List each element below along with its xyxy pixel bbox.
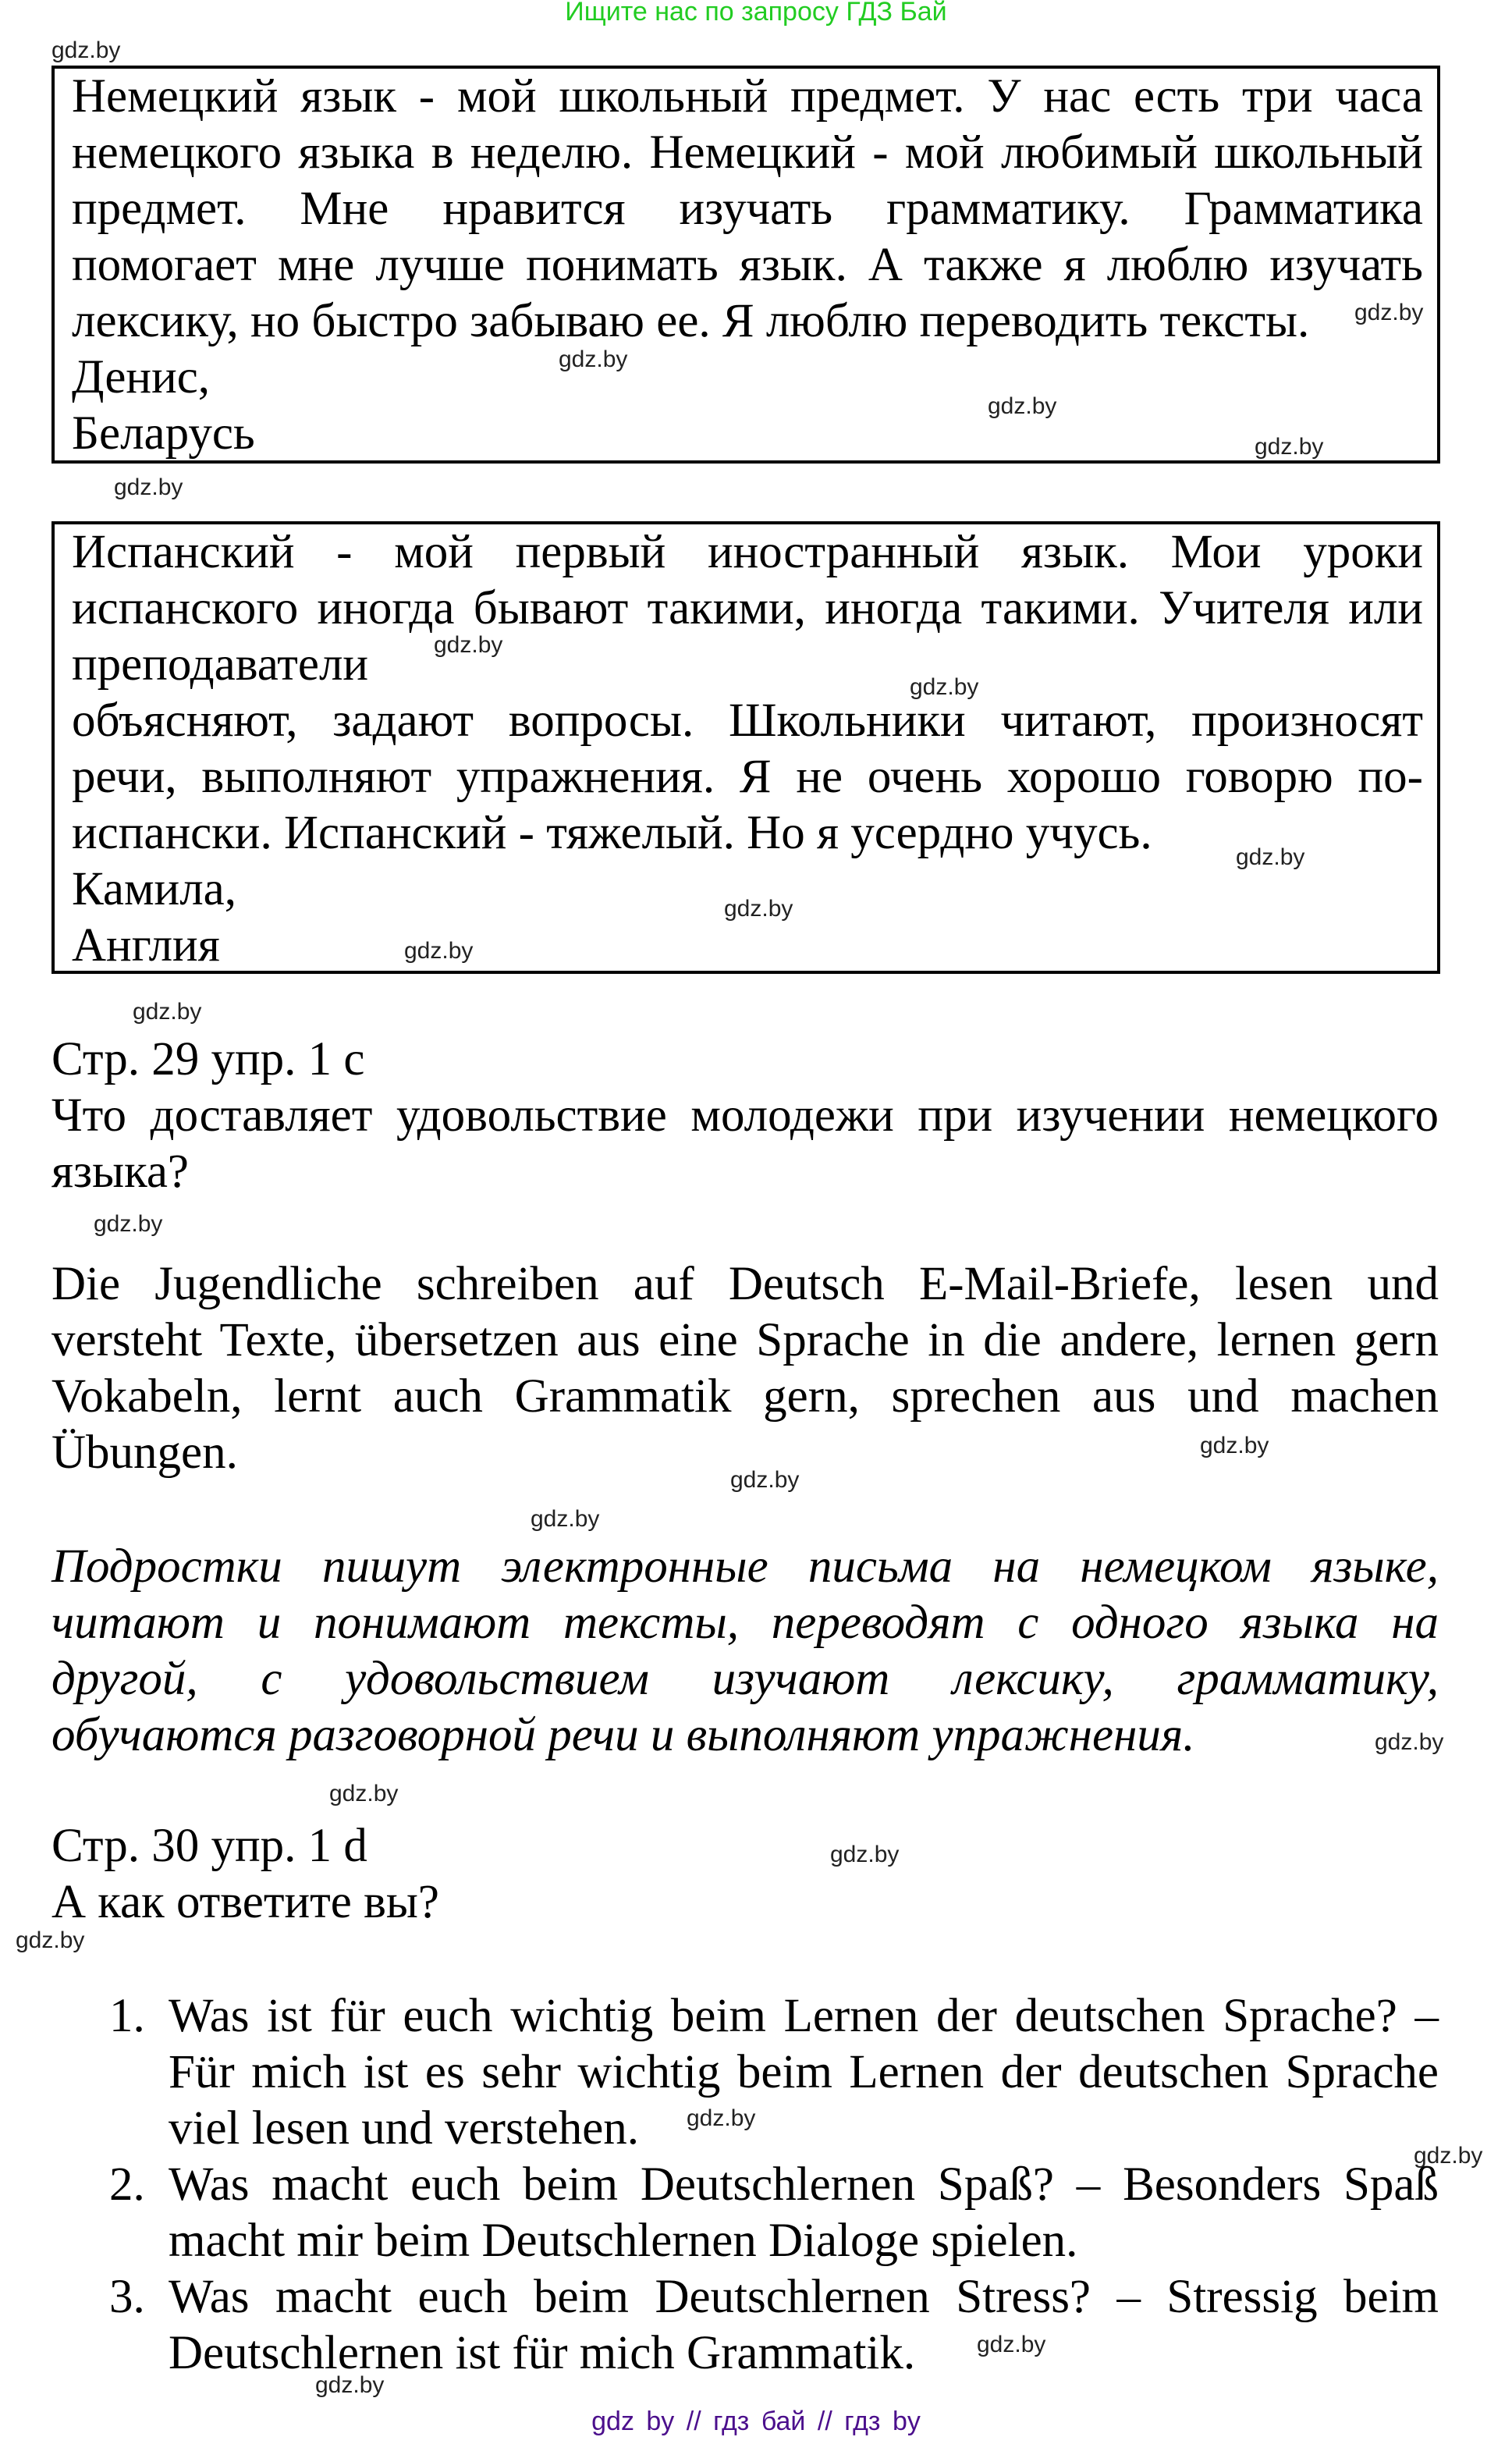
watermark: gdz.by <box>434 632 503 658</box>
watermark: gdz.by <box>687 2105 756 2131</box>
watermark: gdz.by <box>1236 844 1305 870</box>
text-line: читают и понимают тексты, переводят с одного языка на <box>51 1597 1439 1649</box>
list-number: 3. <box>109 2271 145 2323</box>
quote-text-camila <box>72 524 1423 974</box>
author-country: Беларусь <box>72 407 255 460</box>
answer-russian <box>51 1539 1439 1764</box>
text-line: Подростки пишут электронные письма на немецком языке, <box>51 1540 1439 1593</box>
quote-text-denis <box>72 69 1423 462</box>
watermark: gdz.by <box>133 999 202 1025</box>
text-line: Was ist für euch wichtig beim Lernen der deutschen Sprache? – <box>169 1990 1439 2042</box>
text-line: macht mir beim Deutschlernen Dialoge spielen. <box>169 2215 1078 2267</box>
list-item <box>109 1988 1439 2157</box>
exercise-question: А как ответите вы? <box>51 1876 439 1928</box>
search-hint-banner: Ищите нас по запросу ГДЗ Бай <box>565 0 947 27</box>
text-line: лексику, но быстро забываю ее. Я люблю переводить тексты. <box>72 295 1310 347</box>
text-line: обучаются разговорной речи и выполняют упражнения. <box>51 1709 1195 1761</box>
watermark: gdz.by <box>404 938 474 964</box>
footer-links: gdz by // гдз бай // гдз by <box>591 2407 921 2436</box>
list-item <box>109 2157 1439 2269</box>
watermark: gdz.by <box>114 474 183 500</box>
text-line: другой, с удовольствием изучают лексику, грамматику, <box>51 1653 1439 1705</box>
watermark: gdz.by <box>830 1842 900 1867</box>
watermark: gdz.by <box>1200 1433 1269 1458</box>
text-line: Испанский - мой первый иностранный язык. Мои уроки <box>72 526 1423 578</box>
watermark: gdz.by <box>724 896 793 922</box>
text-line: versteht Texte, übersetzen aus eine Sprache in die andere, lernen gern <box>51 1314 1439 1366</box>
answer-german <box>51 1256 1439 1481</box>
text-line: языка? <box>51 1146 190 1198</box>
text-line: Что доставляет удовольствие молодежи при изучении немецкого <box>51 1089 1439 1142</box>
exercise-question <box>51 1088 1439 1200</box>
author-name: Камила, <box>72 863 236 915</box>
watermark: gdz.by <box>910 674 979 700</box>
watermark: gdz.by <box>559 346 628 372</box>
text-line: преподаватели <box>72 638 369 691</box>
watermark: gdz.by <box>94 1211 163 1237</box>
text-line: испанского иногда бывают такими, иногда такими. Учителя или <box>72 582 1423 634</box>
text-line: Übungen. <box>51 1426 238 1479</box>
watermark: gdz.by <box>531 1506 600 1532</box>
watermark: gdz.by <box>730 1467 800 1493</box>
text-line: viel lesen und verstehen. <box>169 2102 640 2155</box>
text-line: Deutschlernen ist für mich Grammatik. <box>169 2327 916 2379</box>
watermark: gdz.by <box>315 2372 385 2398</box>
watermark: gdz.by <box>977 2332 1046 2357</box>
watermark: gdz.by <box>329 1781 399 1806</box>
text-line: предмет. Мне нравится изучать грамматику. Грамматика <box>72 183 1423 235</box>
watermark: gdz.by <box>16 1927 85 1953</box>
text-line: объясняют, задают вопросы. Школьники читают, произносят <box>72 695 1423 747</box>
list-number: 2. <box>109 2158 145 2211</box>
text-line: Was macht euch beim Deutschlernen Spaß? – Besonders Spaß <box>169 2158 1439 2211</box>
watermark: gdz.by <box>1414 2143 1483 2169</box>
text-line: испански. Испанский - тяжелый. Но я усердно учусь. <box>72 807 1152 859</box>
list-item <box>109 2269 1439 2382</box>
watermark: gdz.by <box>1255 434 1324 460</box>
author-country: Англия <box>72 919 220 972</box>
text-line: помогает мне лучше понимать язык. А также я люблю изучать <box>72 239 1423 291</box>
text-line: Vokabeln, lernt auch Grammatik gern, sprechen aus und machen <box>51 1370 1439 1423</box>
text-line: Die Jugendliche schreiben auf Deutsch E-Mail-Briefe, lesen und <box>51 1258 1439 1310</box>
text-line: Немецкий язык - мой школьный предмет. У нас есть три часа <box>72 70 1423 123</box>
author-name: Денис, <box>72 351 211 403</box>
text-line: Für mich ist es sehr wichtig beim Lernen der deutschen Sprache <box>169 2046 1439 2098</box>
text-line: Was macht euch beim Deutschlernen Stress? – Stressig beim <box>169 2271 1439 2323</box>
watermark: gdz.by <box>51 37 121 63</box>
watermark: gdz.by <box>1375 1729 1444 1755</box>
exercise-heading: Стр. 30 упр. 1 d <box>51 1820 367 1872</box>
text-line: немецкого языка в неделю. Немецкий - мой любимый школьный <box>72 126 1423 179</box>
list-number: 1. <box>109 1990 145 2042</box>
watermark: gdz.by <box>988 393 1057 419</box>
exercise-heading: Стр. 29 упр. 1 с <box>51 1033 365 1085</box>
text-line: речи, выполняют упражнения. Я не очень хорошо говорю по- <box>72 751 1423 803</box>
watermark: gdz.by <box>1354 300 1424 325</box>
